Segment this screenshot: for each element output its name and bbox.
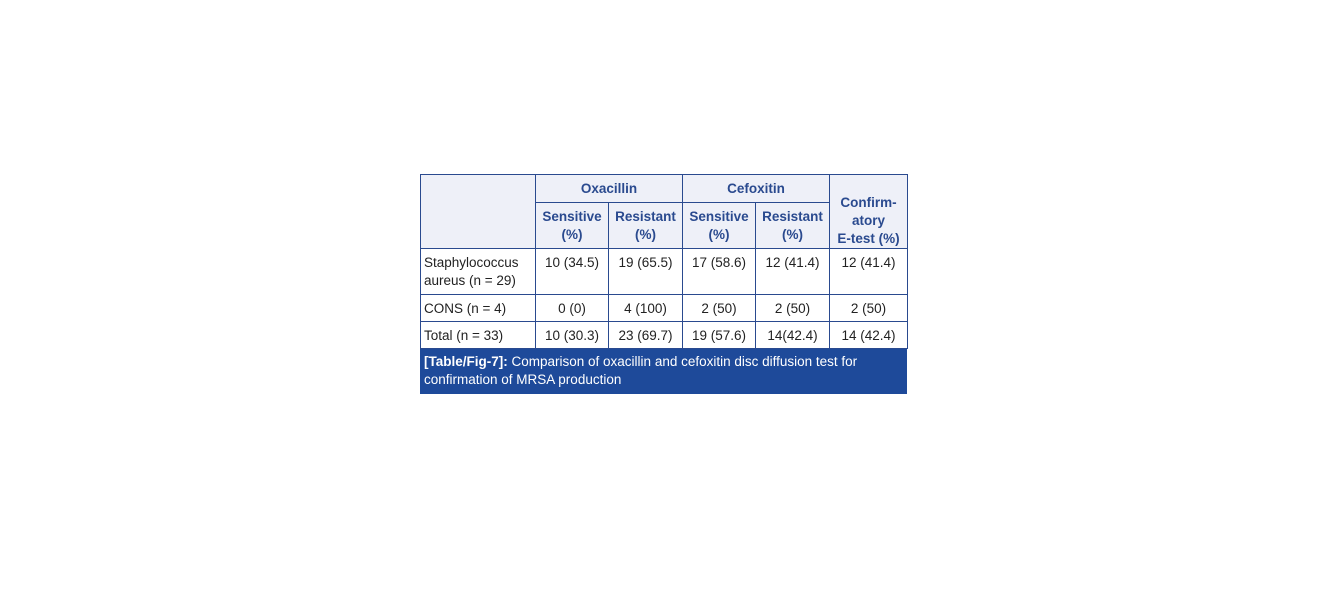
cell-oxacillin-resistant: 19 (65.5) [609, 249, 683, 295]
cell-cefoxitin-sensitive: 19 (57.6) [683, 322, 756, 349]
cell-etest: 12 (41.4) [830, 249, 908, 295]
header-oxacillin: Oxacillin [536, 175, 683, 203]
table-caption [420, 349, 907, 394]
row-label-staphylococcus-aureus: Staphylococcus aureus (n = 29) [421, 249, 536, 295]
cell-cefoxitin-sensitive: 17 (58.6) [683, 249, 756, 295]
caption-label: [Table/Fig-7]: [424, 354, 508, 369]
caption-text: Comparison of oxacillin and cefoxitin disc diffusion test for confirmation of MRSA production [424, 354, 858, 387]
cell-oxacillin-resistant: 23 (69.7) [609, 322, 683, 349]
results-table [420, 174, 908, 349]
cell-oxacillin-resistant: 4 (100) [609, 295, 683, 322]
header-cefoxitin: Cefoxitin [683, 175, 830, 203]
cell-cefoxitin-resistant: 2 (50) [756, 295, 830, 322]
header-confirmatory-etest: Confirm- atory E-test (%) [830, 175, 908, 249]
table-row [421, 249, 908, 295]
cell-etest: 14 (42.4) [830, 322, 908, 349]
table-row [421, 322, 908, 349]
cell-etest: 2 (50) [830, 295, 908, 322]
subheader-cefoxitin-sensitive: Sensitive (%) [683, 203, 756, 249]
results-table-figure [420, 174, 907, 394]
cell-oxacillin-sensitive: 0 (0) [536, 295, 609, 322]
subheader-oxacillin-resistant: Resistant (%) [609, 203, 683, 249]
cell-oxacillin-sensitive: 10 (30.3) [536, 322, 609, 349]
subheader-oxacillin-sensitive: Sensitive (%) [536, 203, 609, 249]
cell-oxacillin-sensitive: 10 (34.5) [536, 249, 609, 295]
table-row [421, 295, 908, 322]
cell-cefoxitin-resistant: 14(42.4) [756, 322, 830, 349]
row-label-cons: CONS (n = 4) [421, 295, 536, 322]
row-label-total: Total (n = 33) [421, 322, 536, 349]
cell-cefoxitin-sensitive: 2 (50) [683, 295, 756, 322]
subheader-cefoxitin-resistant: Resistant (%) [756, 203, 830, 249]
cell-cefoxitin-resistant: 12 (41.4) [756, 249, 830, 295]
header-corner-cell [421, 175, 536, 249]
